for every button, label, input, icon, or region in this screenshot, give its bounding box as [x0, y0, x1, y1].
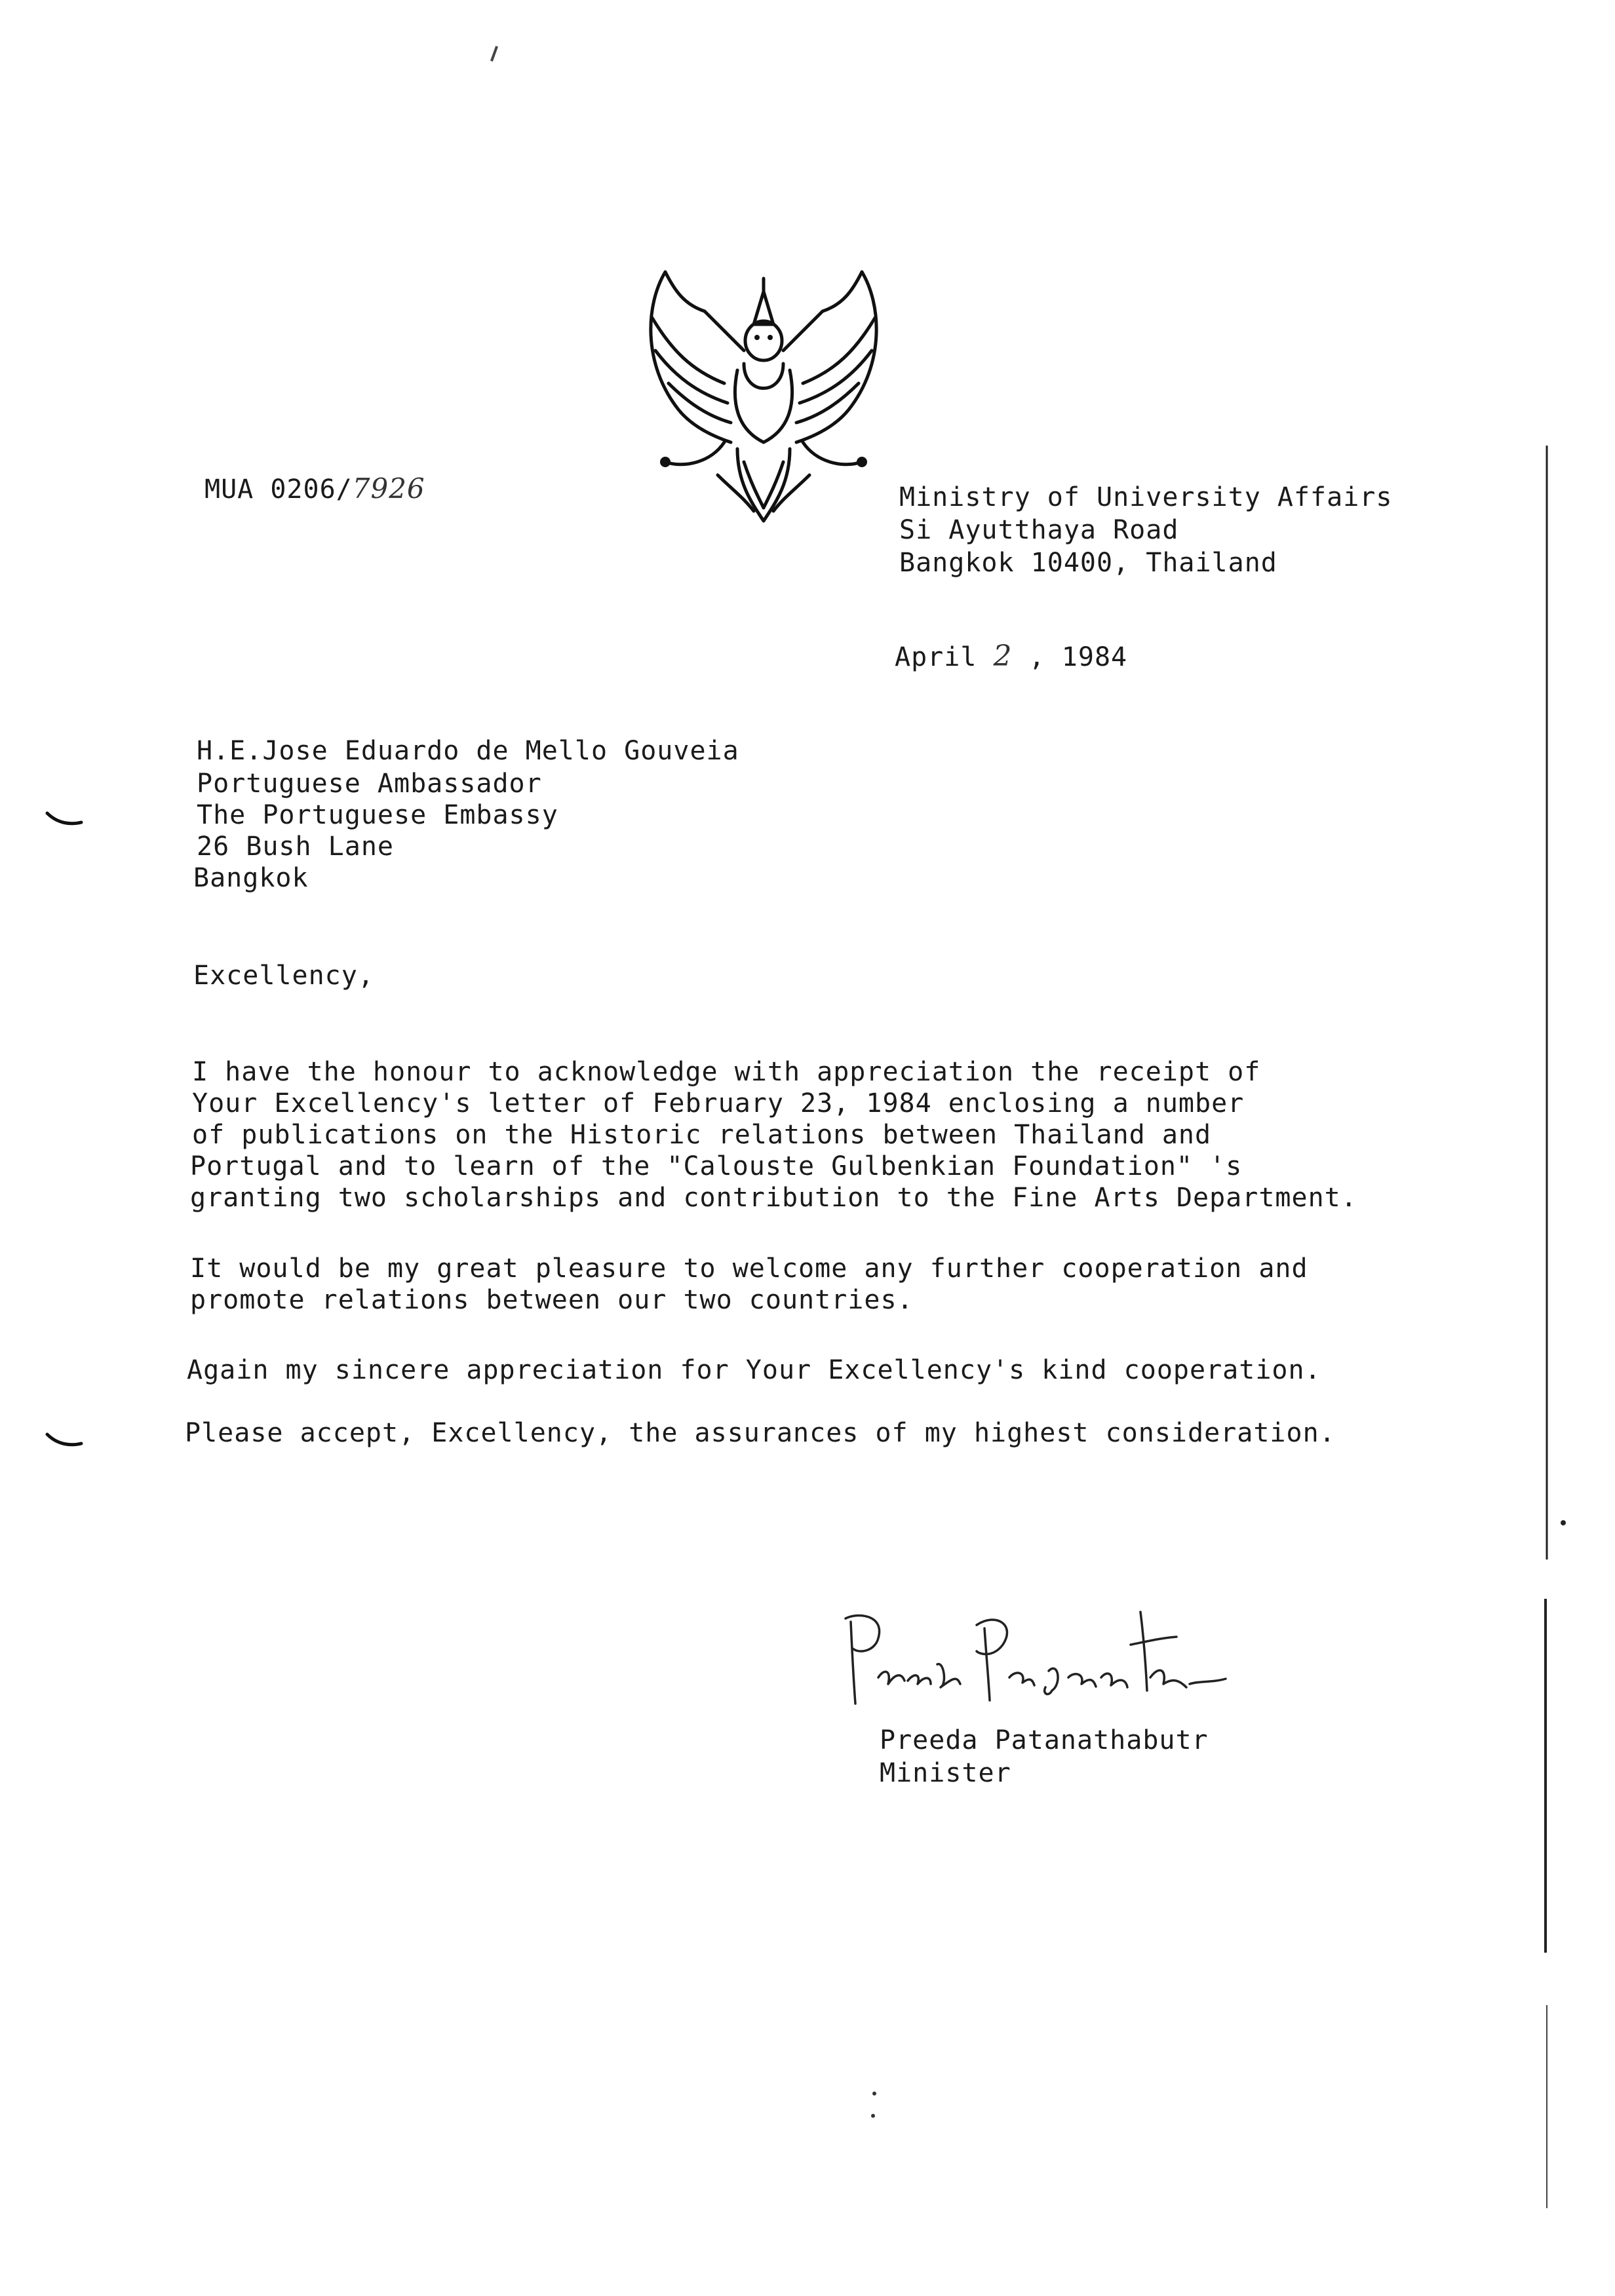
paragraph4: Please accept, Excellency, the assurances of my highest consideration. — [185, 1418, 1336, 1448]
salutation: Excellency, — [193, 961, 374, 991]
paragraph3: Again my sincere appreciation for Your Excellency's kind cooperation. — [187, 1355, 1321, 1385]
reference-number-handwritten: 7926 — [352, 472, 425, 505]
left-margin-mark-lower — [45, 1430, 84, 1450]
letter-date — [895, 641, 1127, 673]
recipient-organization: The Portuguese Embassy — [197, 800, 558, 830]
sender-ministry: Ministry of University Affairs — [899, 482, 1393, 512]
date-month: April — [895, 642, 977, 672]
bottom-dot-2 — [871, 2114, 875, 2118]
paragraph2-line2: promote relations between our two countries. — [190, 1285, 914, 1315]
top-stray-mark — [490, 46, 498, 62]
paragraph1-line1: I have the honour to acknowledge with appreciation the receipt of — [192, 1057, 1261, 1087]
paragraph1-line3: of publications on the Historic relations between Thailand and — [192, 1120, 1212, 1150]
paragraph1-line5: granting two scholarships and contribution to the Fine Arts Department. — [190, 1183, 1357, 1213]
reference-code — [204, 473, 425, 505]
paragraph1-line2: Your Excellency's letter of February 23, 1984 enclosing a number — [192, 1088, 1245, 1119]
date-year: , 1984 — [1028, 642, 1128, 672]
garuda-emblem — [639, 265, 888, 527]
reference-code-text: MUA 0206/ — [204, 474, 353, 505]
recipient-name: H.E.Jose Eduardo de Mello Gouveia — [197, 736, 739, 766]
signatory-title: Minister — [880, 1758, 1011, 1788]
paragraph1-line4: Portugal and to learn of the "Calouste Gulbenkian Foundation" 's — [190, 1151, 1243, 1181]
right-edge-scan-line — [1540, 446, 1553, 2215]
bottom-dot-1 — [872, 2092, 876, 2095]
recipient-city: Bangkok — [193, 863, 309, 893]
sender-city: Bangkok 10400, Thailand — [899, 548, 1277, 578]
handwritten-signature — [832, 1599, 1239, 1730]
signatory-name: Preeda Patanathabutr — [880, 1725, 1209, 1755]
recipient-title: Portuguese Ambassador — [197, 769, 542, 799]
paragraph2-line1: It would be my great pleasure to welcome any further cooperation and — [190, 1253, 1308, 1284]
date-day-handwritten: 2 — [993, 640, 1013, 673]
recipient-street: 26 Bush Lane — [197, 832, 394, 862]
left-margin-mark-upper — [45, 809, 84, 829]
sender-street: Si Ayutthaya Road — [899, 515, 1179, 545]
right-edge-dot — [1561, 1520, 1566, 1525]
